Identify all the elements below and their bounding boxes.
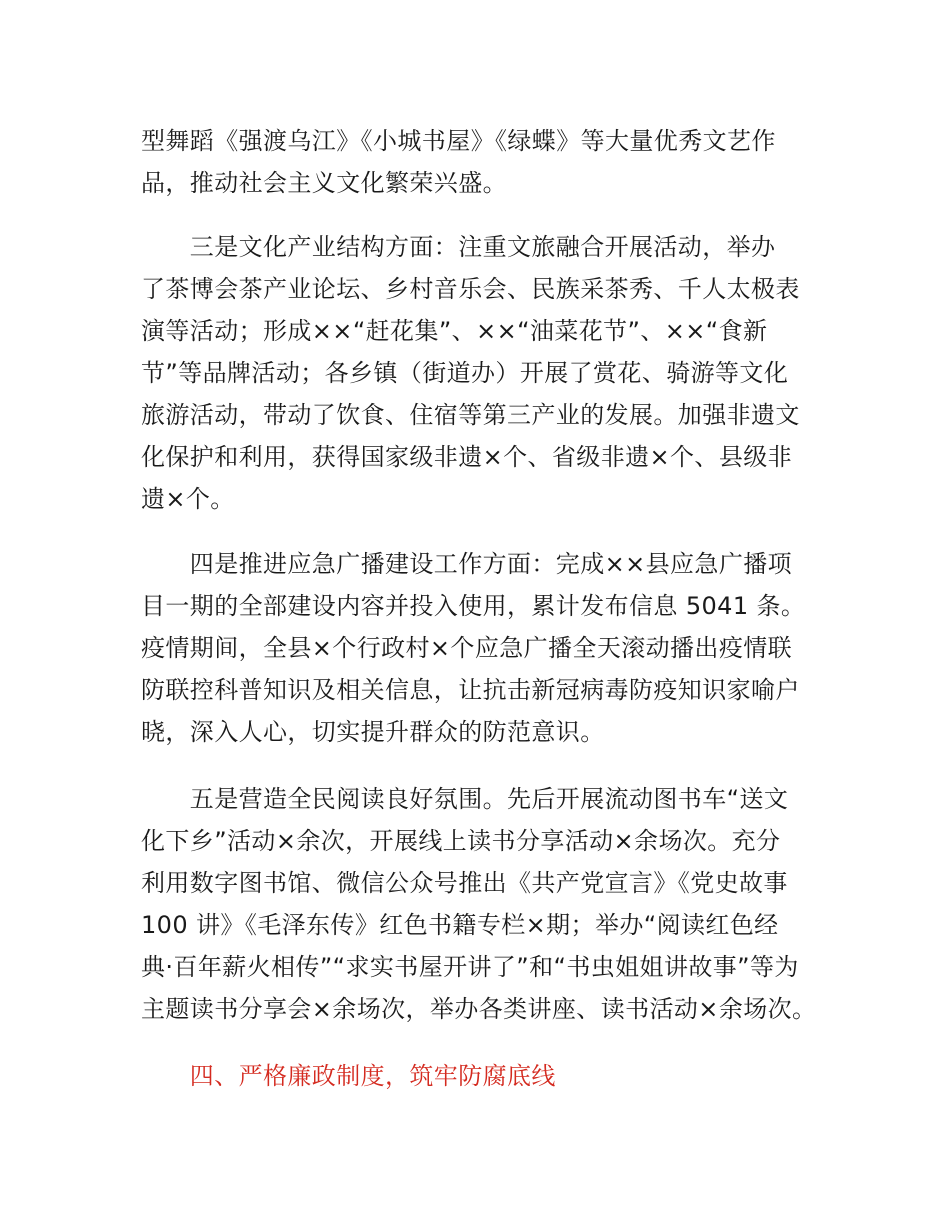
text-line: 了茶博会茶产业论坛、乡村音乐会、民族采茶秀、千人太极表 — [141, 275, 800, 303]
text-line: 防联控科普知识及相关信息，让抗击新冠病毒防疫知识家喻户 — [141, 676, 800, 704]
text-line: 疫情期间，全县×个行政村×个应急广播全天滚动播出疫情联 — [141, 634, 793, 662]
text-line: 利用数字图书馆、微信公众号推出《共产党宣言》《党史故事 — [141, 869, 788, 897]
text-line: 型舞蹈《强渡乌江》《小城书屋》《绿蝶》等大量优秀文艺作 — [141, 127, 776, 155]
paragraph-emergency-broadcast — [141, 543, 831, 753]
paragraph-cultural-industry — [141, 226, 831, 520]
text-line: 五是营造全民阅读良好氛围。先后开展流动图书车“送文 — [141, 785, 789, 813]
section-heading: 四、严格廉政制度，筑牢防腐底线 — [141, 1062, 556, 1090]
paragraph-art-works — [141, 120, 831, 204]
text-line: 节”等品牌活动；各乡镇（街道办）开展了赏花、骑游等文化 — [141, 359, 789, 387]
text-line: 品，推动社会主义文化繁荣兴盛。 — [141, 169, 507, 197]
text-line: 四是推进应急广播建设工作方面：完成××县应急广播项 — [141, 550, 793, 578]
text-line: 主题读书分享会×余场次，举办各类讲座、读书活动×余场次。 — [141, 995, 817, 1023]
text-line: 化下乡”活动×余次，开展线上读书分享活动×余场次。充分 — [141, 827, 781, 855]
text-line: 典·百年薪火相传”“求实书屋开讲了”和“书虫姐姐讲故事”等为 — [141, 953, 799, 981]
text-line: 旅游活动，带动了饮食、住宿等第三产业的发展。加强非遗文 — [141, 401, 800, 429]
text-line: 遗×个。 — [141, 485, 235, 513]
text-line: 三是文化产业结构方面：注重文旅融合开展活动，举办 — [141, 233, 776, 261]
text-line: 晓，深入人心，切实提升群众的防范意识。 — [141, 718, 605, 746]
text-line: 化保护和利用，获得国家级非遗×个、省级非遗×个、县级非 — [141, 443, 793, 471]
text-line: 100 讲》《毛泽东传》红色书籍专栏×期；举办“阅读红色经 — [141, 911, 779, 939]
paragraph-reading-activities — [141, 778, 831, 1030]
text-line: 目一期的全部建设内容并投入使用，累计发布信息 5041 条。 — [141, 592, 806, 620]
text-line: 演等活动；形成××“赶花集”、××“油菜花节”、××“食新 — [141, 317, 768, 345]
section-heading-block — [141, 1055, 831, 1097]
